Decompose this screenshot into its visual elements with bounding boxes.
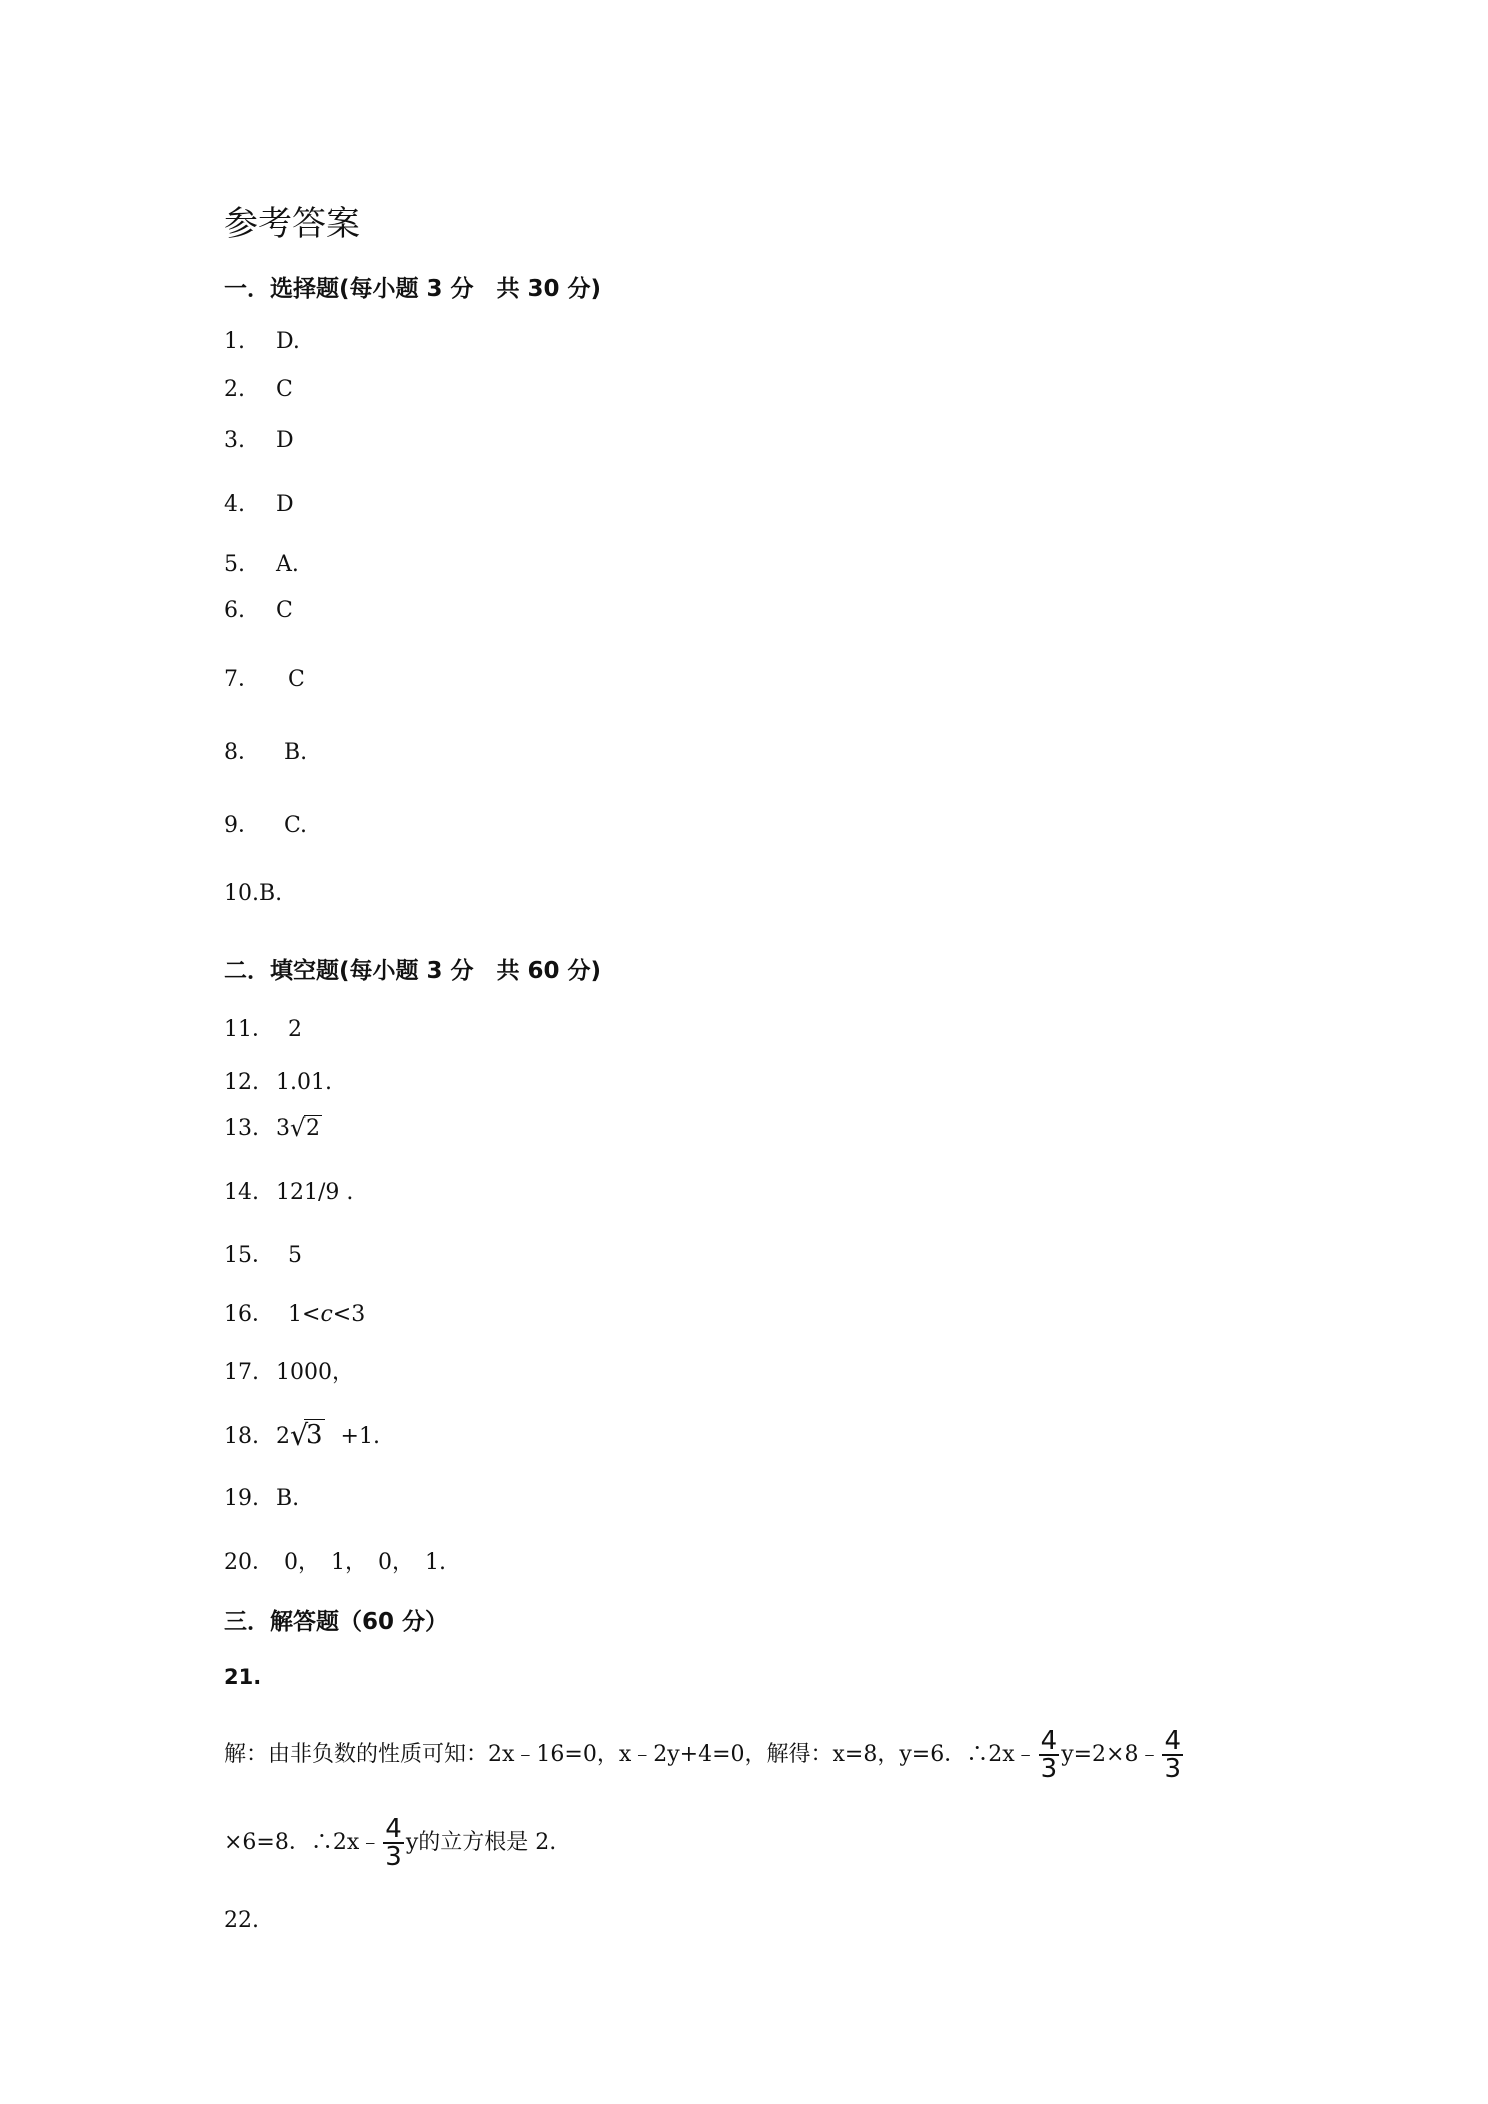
choice-item-1 <box>224 329 300 354</box>
radical-sign-icon: √ <box>290 1114 306 1142</box>
square-root <box>290 1116 322 1141</box>
question-21-solution-line-1 <box>224 1728 1185 1782</box>
question-21-solution-line-2 <box>224 1816 556 1870</box>
question-21-number: 21. <box>224 1665 262 1689</box>
item-number: 17. <box>224 1360 259 1385</box>
sqrt-coefficient: 2 <box>276 1424 290 1449</box>
item-answer: B. <box>259 881 283 906</box>
fraction-numerator: 4 <box>385 1814 402 1844</box>
fraction-denominator: 3 <box>1040 1754 1058 1784</box>
item-number: 19. <box>224 1486 259 1511</box>
item-answer: C <box>276 598 293 623</box>
item-number: 5. <box>224 552 245 577</box>
item-number: 12. <box>224 1070 259 1095</box>
page-title: 参考答案 <box>224 204 360 244</box>
choice-item-10 <box>224 881 282 906</box>
item-answer: C <box>288 667 305 692</box>
fraction-numerator: 4 <box>1164 1726 1182 1756</box>
solution-text: ×6=8．∴2x﹣ <box>224 1830 382 1855</box>
inequality-left: 1< <box>288 1302 321 1327</box>
item-number: 13. <box>224 1116 259 1141</box>
question-22-number: 22. <box>224 1908 259 1933</box>
fill-item-13 <box>224 1116 322 1141</box>
item-number: 16． <box>224 1302 274 1327</box>
choice-item-7 <box>224 662 305 693</box>
fill-item-18 <box>224 1420 380 1450</box>
fraction-denominator: 3 <box>385 1842 402 1872</box>
fraction-denominator: 3 <box>1164 1754 1182 1784</box>
item-answer: D <box>276 428 294 453</box>
fill-item-19 <box>224 1486 299 1511</box>
item-number: 15． <box>224 1243 274 1268</box>
item-number: 10. <box>224 881 259 906</box>
fill-item-20 <box>224 1545 446 1576</box>
item-number: 1. <box>224 329 245 354</box>
item-number: 11． <box>224 1017 274 1042</box>
item-number: 14. <box>224 1180 259 1205</box>
item-number: 18. <box>224 1424 259 1449</box>
item-answer: B. <box>284 740 308 765</box>
square-root <box>290 1420 325 1450</box>
inequality-right: <3 <box>332 1302 366 1327</box>
fill-item-12 <box>224 1070 332 1095</box>
solution-text: y=2×8﹣ <box>1061 1742 1161 1767</box>
item-number: 6. <box>224 598 245 623</box>
fill-item-15 <box>224 1238 302 1269</box>
item-number: 20． <box>224 1550 274 1575</box>
fraction <box>383 1816 404 1870</box>
choice-item-2 <box>224 377 293 402</box>
solution-text: 解：由非负数的性质可知：2x﹣16=0，x﹣2y+4=0，解得：x=8，y=6．∴2x﹣ <box>224 1742 1037 1767</box>
item-answer: C <box>276 377 293 402</box>
fill-item-14 <box>224 1180 353 1205</box>
item-answer: 0， 1， 0， 1. <box>284 1550 446 1575</box>
item-answer: 1000， <box>276 1360 354 1385</box>
item-number: 8． <box>224 740 260 765</box>
item-answer: B. <box>276 1486 300 1511</box>
radical-sign-icon: √ <box>290 1418 309 1452</box>
item-number: 3. <box>224 428 245 453</box>
fraction <box>1039 1728 1060 1782</box>
item-answer: D. <box>276 329 300 354</box>
item-answer: 2 <box>288 1017 302 1042</box>
fraction-numerator: 4 <box>1040 1726 1058 1756</box>
choice-item-5 <box>224 552 299 577</box>
item-answer: 121/9 . <box>276 1180 354 1205</box>
item-number: 2. <box>224 377 245 402</box>
item-number: 7． <box>224 667 260 692</box>
item-number: 4. <box>224 492 245 517</box>
radicand: 3 <box>306 1420 323 1450</box>
fill-item-11 <box>224 1012 302 1043</box>
choice-item-3 <box>224 428 294 453</box>
item-number: 9． <box>224 813 260 838</box>
item-answer: A. <box>276 552 299 577</box>
solution-text: y的立方根是 2. <box>405 1830 557 1855</box>
item-answer: 1.01. <box>276 1070 332 1095</box>
fill-item-17 <box>224 1355 354 1386</box>
inequality-variable: c <box>320 1302 333 1327</box>
choice-item-8 <box>224 735 307 766</box>
item-answer: 5 <box>288 1243 302 1268</box>
section-heading-choice: 一．选择题(每小题 3 分 共 30 分) <box>224 276 602 302</box>
fill-item-16 <box>224 1297 365 1328</box>
expression-tail: +1. <box>340 1424 380 1449</box>
choice-item-4 <box>224 492 294 517</box>
fraction <box>1162 1728 1183 1782</box>
item-answer: D <box>276 492 294 517</box>
section-heading-answer: 三．解答题（60 分） <box>224 1609 449 1635</box>
section-heading-fill: 二．填空题(每小题 3 分 共 60 分) <box>224 958 602 984</box>
choice-item-6 <box>224 598 293 623</box>
sqrt-coefficient: 3 <box>276 1116 290 1141</box>
item-answer: C. <box>284 813 308 838</box>
radicand: 2 <box>306 1116 320 1141</box>
choice-item-9 <box>224 808 307 839</box>
